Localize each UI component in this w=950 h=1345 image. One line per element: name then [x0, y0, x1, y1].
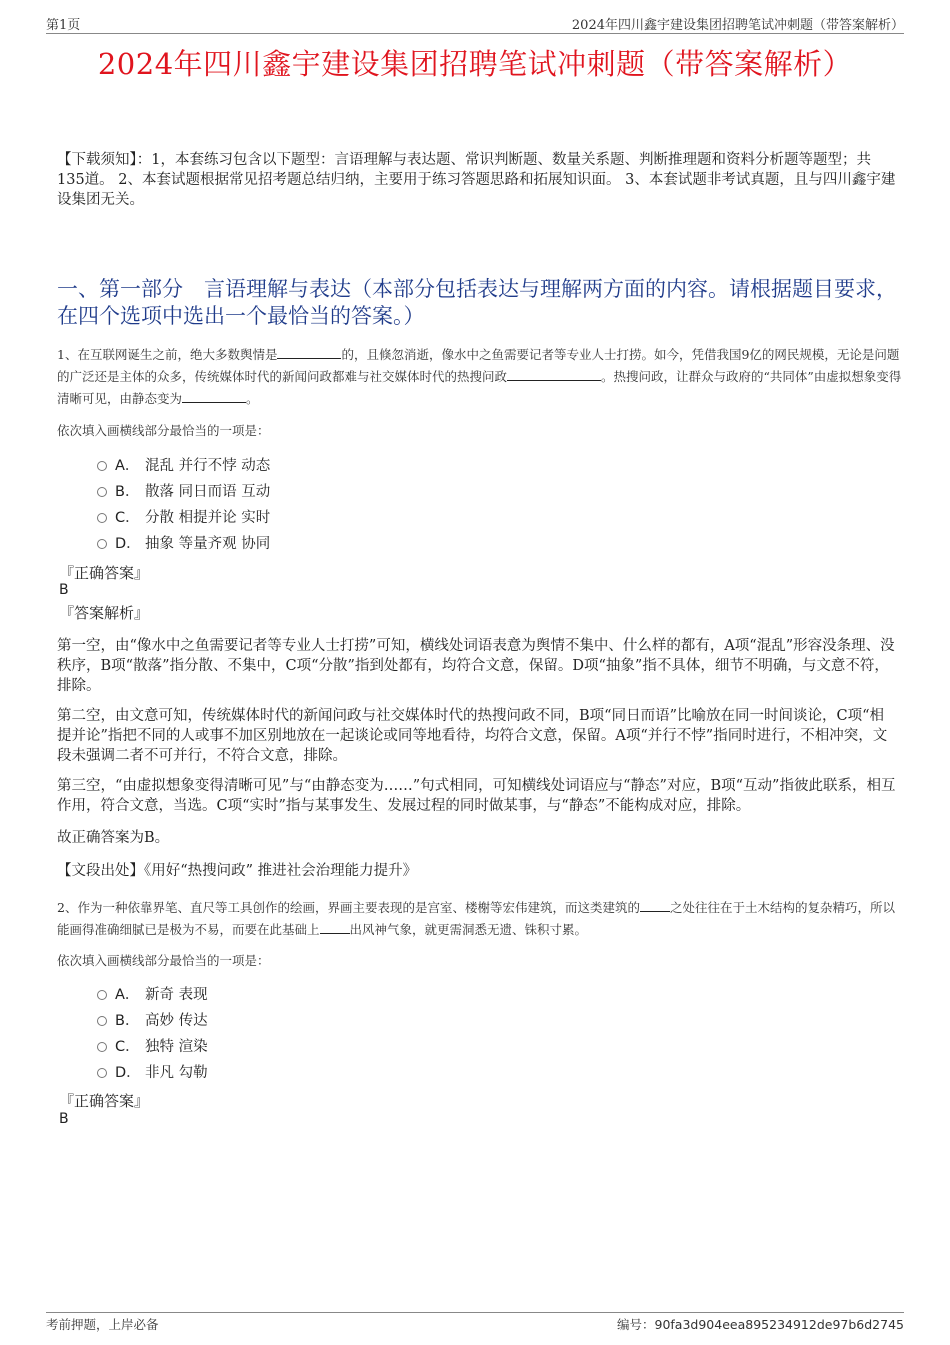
q1-option-b[interactable]: B． 散落 同日而语 互动: [97, 481, 270, 503]
q2-text-c: 出风神气象，就更需洞悉无遗、铢积寸累。: [349, 922, 588, 937]
download-notice: 【下载须知】：1，本套练习包含以下题型：言语理解与表达题、常识判断题、数量关系题、判断推理题和资料分析题等题型；共135道。 2、本套试题根据常见招考题总结归纳，主要用于练习答题思路和拓展知识面。 3、本套试题非考试真题，且与四川鑫宇建设集团无关。: [57, 152, 896, 208]
q2-option-d[interactable]: D． 非凡 勾勒: [97, 1062, 208, 1084]
q1-analysis-3: 第三空，“由虚拟想象变得清晰可见”与“由静态变为……”句式相同，可知横线处词语应与“静态”对应，B项“互动”指彼此联系，相互作用，符合文意，当选。C项“实时”指与某事发生、发展过程的同时做某事，与“静态”不能构成对应，排除。: [57, 778, 896, 814]
q2-text-a: 2、作为一种依靠界笔、直尺等工具创作的绘画，界画主要表现的是宫室、楼榭等宏伟建筑，而这类建筑的: [57, 900, 640, 915]
q2-prompt: 依次填入画横线部分最恰当的一项是：: [57, 953, 270, 968]
question-1-stem: [57, 344, 902, 410]
q1-option-d[interactable]: D． 抽象 等量齐观 协同: [97, 533, 270, 555]
q1-analysis-tag: 『答案解析』: [59, 604, 150, 622]
footer-divider: [46, 1312, 904, 1313]
radio-icon[interactable]: [97, 487, 107, 497]
footer-code-value: 90fa3d904eea895234912de97b6d2745: [654, 1317, 904, 1332]
q2-option-c[interactable]: C． 独特 渲染: [97, 1036, 208, 1058]
q2-answer: B: [59, 1111, 69, 1127]
radio-icon[interactable]: [97, 539, 107, 549]
page-title: 2024年四川鑫宇建设集团招聘笔试冲刺题（带答案解析）: [97, 47, 853, 81]
q1-option-a[interactable]: A． 混乱 并行不悖 动态: [97, 455, 270, 477]
q1-prompt: 依次填入画横线部分最恰当的一项是：: [57, 423, 270, 438]
q2-option-a[interactable]: A． 新奇 表现: [97, 984, 208, 1006]
q1-blank-3: [182, 389, 246, 403]
q1-blank-2: [507, 367, 601, 381]
radio-icon[interactable]: [97, 461, 107, 471]
header-doc-title: 2024年四川鑫宇建设集团招聘笔试冲刺题（带答案解析）: [571, 18, 904, 33]
q1-analysis-1: 第一空，由“像水中之鱼需要记者等专业人士打捞”可知，横线处词语表意为舆情不集中、什么样的都有，A项“混乱”形容没条理、没秩序，B项“散落”指分散、不集中，C项“分散”指到处都有，均符合文意，保留。D项“抽象”指不具体，细节不明确，与文意不符，排除。: [57, 638, 895, 694]
q1-text-c: 。热搜问政，让群众与政府的“共同体”由虚拟想象变得清晰可见，由静态变为: [57, 369, 902, 406]
q1-analysis-2: 第二空，由文意可知，传统媒体时代的新闻问政与社交媒体时代的热搜问政不同，B项“同日而语”比喻放在同一时间谈论，C项“相提并论”指把不同的人或事不加区别地放在一起谈论或同等地看待，均符合文意，保留。A项“并行不悖”指同时进行，不相冲突，文段未强调二者不可并行，不符合文意，排除。: [57, 708, 888, 764]
q2-blank-1: [640, 898, 670, 912]
radio-icon[interactable]: [97, 990, 107, 1000]
footer-slogan: 考前押题，上岸必备: [46, 1317, 159, 1332]
q1-text-b: 的，且倏忽消逝，像水中之鱼需要记者等专业人士打捞。如今，凭借我国9亿的网民规模，无论是问题的广泛还是主体的众多，传统媒体时代的新闻问政都难与社交媒体时代的热搜问政: [57, 347, 900, 384]
footer-code-label: 编号：: [616, 1317, 655, 1332]
page-number: 第1页: [46, 18, 81, 33]
q2-blank-2: [320, 920, 350, 934]
radio-icon[interactable]: [97, 1016, 107, 1026]
q1-text-a: 1、在互联网诞生之前，绝大多数舆情是: [57, 347, 278, 362]
q1-text-d: 。: [246, 391, 259, 406]
q2-text-b: 之处往往在于土木结构的复杂精巧，所以能画得准确细腻已是极为不易，而要在此基础上: [57, 900, 895, 937]
question-2-stem: [57, 897, 902, 941]
q2-answer-tag: 『正确答案』: [59, 1092, 150, 1110]
q1-blank-1: [277, 345, 341, 359]
footer-code: [617, 1315, 904, 1333]
header-divider: [46, 33, 904, 34]
q1-conclusion: 故正确答案为B。: [57, 830, 170, 846]
q1-option-c[interactable]: C． 分散 相提并论 实时: [97, 507, 270, 529]
q1-answer-tag: 『正确答案』: [59, 564, 150, 582]
q1-answer: B: [59, 582, 69, 598]
radio-icon[interactable]: [97, 1042, 107, 1052]
q2-option-b[interactable]: B． 高妙 传达: [97, 1010, 208, 1032]
section-title: 一、第一部分 言语理解与表达（本部分包括表达与理解两方面的内容。请根据题目要求，在四个选项中选出一个最恰当的答案。）: [57, 277, 897, 328]
radio-icon[interactable]: [97, 513, 107, 523]
radio-icon[interactable]: [97, 1068, 107, 1078]
q1-source: 【文段出处】《用好“热搜问政” 推进社会治理能力提升》: [57, 863, 418, 879]
